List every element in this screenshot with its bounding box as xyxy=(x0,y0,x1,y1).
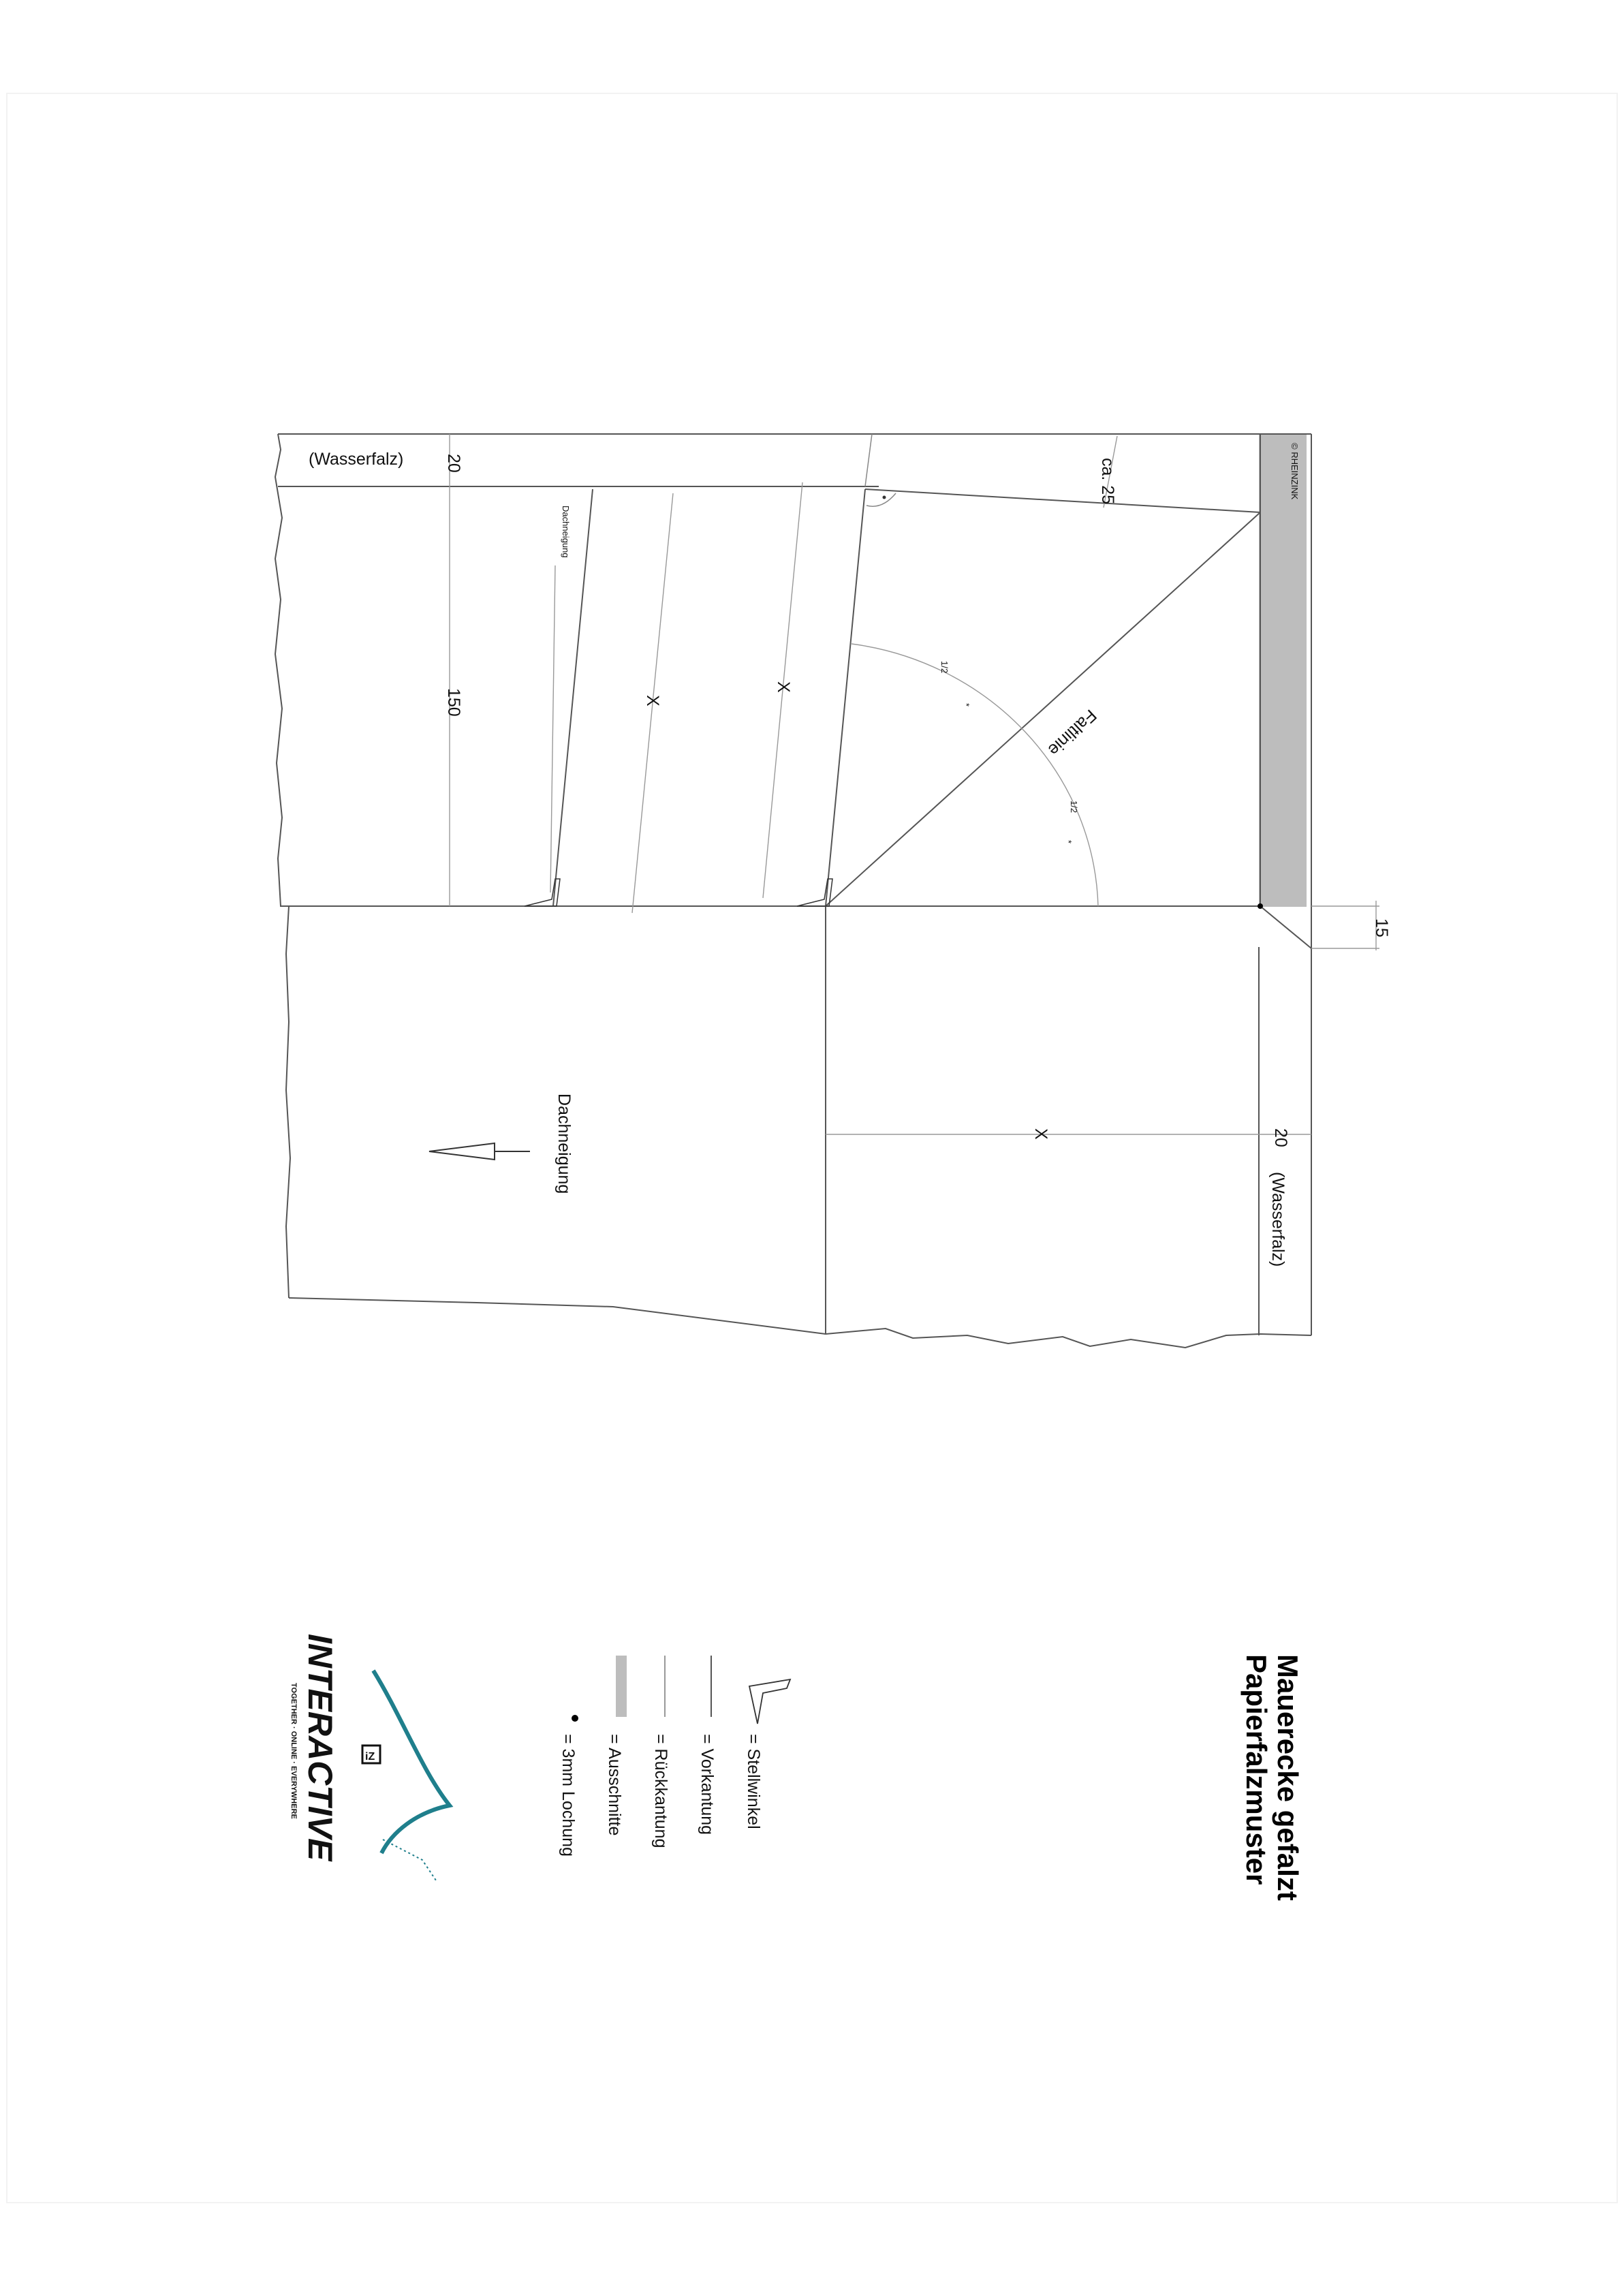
legend-lochung: = 3mm Lochung xyxy=(559,1734,578,1857)
dot-icon xyxy=(572,1715,578,1722)
upper-divider xyxy=(865,434,872,486)
dachneigung-small-label: Dachneigung xyxy=(561,506,571,558)
dim-x2-label: X xyxy=(774,681,793,693)
bottom-break-edge xyxy=(289,1298,1311,1348)
legend xyxy=(559,1656,790,1857)
logo-dots xyxy=(383,1840,436,1880)
dachneigung-arrow xyxy=(429,1143,530,1160)
title-line1: Mauerecke gefalzt xyxy=(1272,1654,1304,1901)
star-1-label: * xyxy=(961,703,971,707)
dim-150-label: 150 xyxy=(444,688,463,717)
dim-20-top-label: 20 xyxy=(444,454,463,473)
interactive-logo xyxy=(290,1634,450,1880)
ausschnitte-bar-icon xyxy=(616,1656,627,1717)
lochung-hole xyxy=(1258,903,1263,909)
legend-ausschnitte: = Ausschnitte xyxy=(605,1734,624,1836)
half-arc xyxy=(852,644,1101,906)
dim-ca25-label: ca. 25 xyxy=(1098,458,1117,505)
legend-rueckkantung: = Rückkantung xyxy=(651,1734,670,1848)
title-block xyxy=(1240,1654,1304,1901)
wasserfalz-top-label: (Wasserfalz) xyxy=(309,450,404,469)
faltlinie-label: Faltlinie xyxy=(1044,705,1101,760)
legend-stellwinkel: = Stellwinkel xyxy=(744,1734,763,1829)
page-frame xyxy=(7,93,1617,2203)
logo-swoosh xyxy=(373,1671,450,1853)
fold-slant-left xyxy=(553,489,593,906)
star-2-label: * xyxy=(1063,840,1074,844)
dim-x1-label: X xyxy=(643,695,662,707)
corner-bevel xyxy=(1260,906,1311,948)
half-1-label: 1/2 xyxy=(939,661,950,674)
dim-dachneigung-line xyxy=(550,565,555,893)
logo-mark-text: iZ xyxy=(365,1751,375,1763)
fold-pattern-drawing xyxy=(275,434,1391,1348)
half-2-label: 1/2 xyxy=(1069,801,1079,813)
right-angle-mark xyxy=(866,493,896,506)
legend-vorkantung: = Vorkantung xyxy=(698,1734,717,1835)
ausschnitt-strip xyxy=(1259,435,1307,907)
dachneigung-large-label: Dachneigung xyxy=(555,1093,574,1194)
logo-wordmark: INTERACTIVE xyxy=(301,1634,339,1861)
faltlinie-line xyxy=(826,512,1260,906)
wasserfalz-bottom-label: (Wasserfalz) xyxy=(1268,1172,1287,1267)
fold-slant-right xyxy=(826,489,865,906)
stellwinkel-icon xyxy=(749,1679,790,1724)
upper-slant-line xyxy=(865,489,1260,512)
copyright-label: © RHEINZINK xyxy=(1290,443,1300,500)
left-break-edge xyxy=(275,434,290,1298)
dim-20-bottom-label: 20 xyxy=(1271,1128,1290,1147)
right-angle-dot xyxy=(883,496,886,499)
logo-tagline: TOGETHER · ONLINE · EVERYWHERE xyxy=(290,1683,298,1819)
title-line2: Papierfalzmuster xyxy=(1240,1654,1272,1885)
dim-15-label: 15 xyxy=(1372,918,1391,937)
dim-x3-label: X xyxy=(1031,1128,1050,1140)
